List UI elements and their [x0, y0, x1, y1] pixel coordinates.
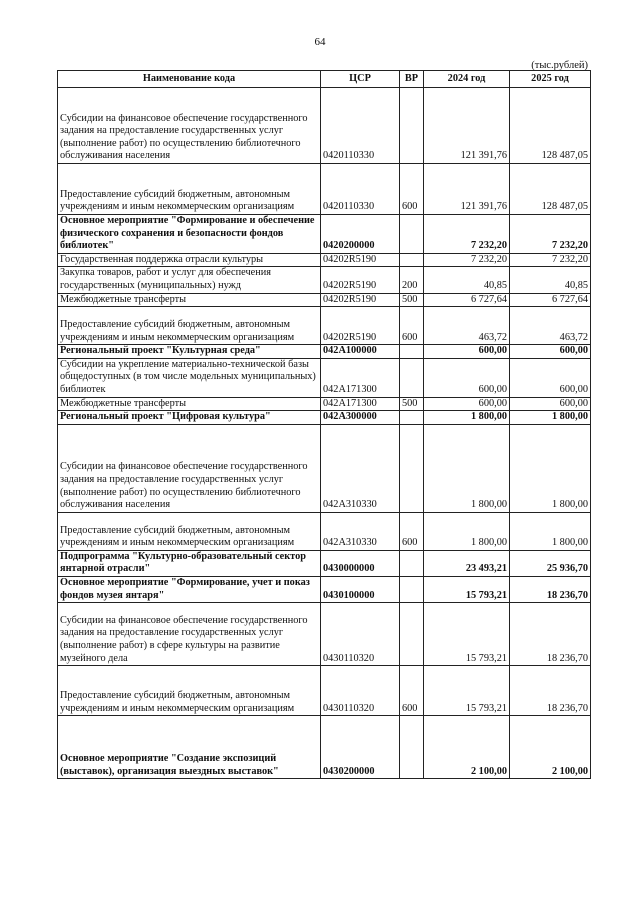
row-vr: 500: [400, 397, 424, 411]
table-header-row: [58, 71, 591, 88]
row-2024: 40,85: [424, 267, 510, 293]
row-csr: 0430000000: [321, 550, 400, 576]
row-2024: 600,00: [424, 397, 510, 411]
row-name: Субсидии на финансовое обеспечение государственного задания на предоставление государственных услуг (выполнение работ) в сфере культуры на развитие музейного дела: [58, 603, 321, 666]
table-row: [58, 293, 591, 307]
row-csr: 042A310330: [321, 424, 400, 512]
row-csr: 0430100000: [321, 576, 400, 602]
table-row: [58, 576, 591, 602]
header-2024: 2024 год: [424, 71, 510, 88]
row-2024: 6 727,64: [424, 293, 510, 307]
units-label: (тыс.рублей): [531, 60, 588, 71]
row-2025: 128 487,05: [510, 164, 591, 215]
row-vr: 600: [400, 164, 424, 215]
row-2025: 600,00: [510, 345, 591, 359]
row-2025: 40,85: [510, 267, 591, 293]
row-name: Основное мероприятие "Формирование и обеспечение физического сохранения и безопасности фондов библиотек": [58, 215, 321, 254]
budget-table: [57, 70, 591, 779]
table-row: [58, 358, 591, 397]
row-csr: 042A171300: [321, 397, 400, 411]
row-name: Субсидии на финансовое обеспечение государственного задания на предоставление государственных услуг (выполнение работ) по осуществлению библиотечного обслуживания населения: [58, 88, 321, 164]
row-csr: 04202R5190: [321, 293, 400, 307]
table-row: [58, 512, 591, 550]
table-row: [58, 411, 591, 425]
row-csr: 0430110320: [321, 666, 400, 716]
row-vr: [400, 424, 424, 512]
row-csr: 042A171300: [321, 358, 400, 397]
row-2024: 7 232,20: [424, 215, 510, 254]
row-csr: 0430200000: [321, 716, 400, 779]
row-2025: 18 236,70: [510, 603, 591, 666]
header-2025: 2025 год: [510, 71, 591, 88]
row-2025: 18 236,70: [510, 666, 591, 716]
row-vr: [400, 215, 424, 254]
header-vr: ВР: [400, 71, 424, 88]
row-2025: 7 232,20: [510, 253, 591, 267]
row-vr: [400, 603, 424, 666]
row-csr: 04202R5190: [321, 307, 400, 345]
row-2024: 121 391,76: [424, 164, 510, 215]
row-vr: 200: [400, 267, 424, 293]
row-vr: 600: [400, 512, 424, 550]
row-2024: 15 793,21: [424, 603, 510, 666]
row-name: Субсидии на финансовое обеспечение государственного задания на предоставление государственных услуг (выполнение работ) по осуществлению библиотечного обслуживания населения: [58, 424, 321, 512]
row-csr: 042A310330: [321, 512, 400, 550]
row-2025: 1 800,00: [510, 424, 591, 512]
row-name: Предоставление субсидий бюджетным, автономным учреждениям и иным некоммерческим организациям: [58, 307, 321, 345]
row-2024: 23 493,21: [424, 550, 510, 576]
row-name: Основное мероприятие "Создание экспозиций (выставок), организация выездных выставок": [58, 716, 321, 779]
row-csr: 0420110330: [321, 164, 400, 215]
table-row: [58, 345, 591, 359]
row-name: Подпрограмма "Культурно-образовательный сектор янтарной отрасли": [58, 550, 321, 576]
table-row: [58, 253, 591, 267]
row-vr: [400, 358, 424, 397]
row-name: Региональный проект "Культурная среда": [58, 345, 321, 359]
row-2025: 463,72: [510, 307, 591, 345]
row-name: Субсидии на укрепление материально-технической базы общедоступных (в том числе модельных муниципальных) библиотек: [58, 358, 321, 397]
row-vr: 600: [400, 307, 424, 345]
table-row: [58, 164, 591, 215]
row-name: Государственная поддержка отрасли культуры: [58, 253, 321, 267]
row-2024: 15 793,21: [424, 666, 510, 716]
row-name: Предоставление субсидий бюджетным, автономным учреждениям и иным некоммерческим организациям: [58, 164, 321, 215]
row-2024: 600,00: [424, 358, 510, 397]
header-csr: ЦСР: [321, 71, 400, 88]
row-2025: 25 936,70: [510, 550, 591, 576]
row-vr: [400, 253, 424, 267]
row-csr: 042A100000: [321, 345, 400, 359]
header-name: Наименование кода: [58, 71, 321, 88]
row-vr: [400, 550, 424, 576]
row-2024: 1 800,00: [424, 411, 510, 425]
row-2024: 1 800,00: [424, 512, 510, 550]
table-row: [58, 550, 591, 576]
table-row: [58, 307, 591, 345]
row-2024: 1 800,00: [424, 424, 510, 512]
row-2025: 7 232,20: [510, 215, 591, 254]
row-vr: 500: [400, 293, 424, 307]
table-row: [58, 88, 591, 164]
row-vr: [400, 345, 424, 359]
row-name: Предоставление субсидий бюджетным, автономным учреждениям и иным некоммерческим организациям: [58, 666, 321, 716]
row-2025: 600,00: [510, 397, 591, 411]
row-csr: 042A300000: [321, 411, 400, 425]
row-csr: 04202R5190: [321, 253, 400, 267]
row-name: Межбюджетные трансферты: [58, 293, 321, 307]
row-vr: [400, 576, 424, 602]
row-2024: 600,00: [424, 345, 510, 359]
row-2024: 15 793,21: [424, 576, 510, 602]
row-2025: 2 100,00: [510, 716, 591, 779]
row-name: Закупка товаров, работ и услуг для обеспечения государственных (муниципальных) нужд: [58, 267, 321, 293]
row-name: Основное мероприятие "Формирование, учет и показ фондов музея янтаря": [58, 576, 321, 602]
row-csr: 0430110320: [321, 603, 400, 666]
row-2025: 1 800,00: [510, 512, 591, 550]
row-csr: 0420200000: [321, 215, 400, 254]
row-vr: 600: [400, 666, 424, 716]
row-2025: 128 487,05: [510, 88, 591, 164]
row-name: Предоставление субсидий бюджетным, автономным учреждениям и иным некоммерческим организациям: [58, 512, 321, 550]
row-2025: 600,00: [510, 358, 591, 397]
row-vr: [400, 716, 424, 779]
row-2025: 6 727,64: [510, 293, 591, 307]
row-2024: 7 232,20: [424, 253, 510, 267]
page-number: 64: [314, 36, 326, 48]
table-row: [58, 267, 591, 293]
row-2024: 121 391,76: [424, 88, 510, 164]
table-row: [58, 716, 591, 779]
row-name: Региональный проект "Цифровая культура": [58, 411, 321, 425]
row-2025: 1 800,00: [510, 411, 591, 425]
table-row: [58, 215, 591, 254]
row-2025: 18 236,70: [510, 576, 591, 602]
row-vr: [400, 88, 424, 164]
row-2024: 2 100,00: [424, 716, 510, 779]
table-row: [58, 424, 591, 512]
row-csr: 04202R5190: [321, 267, 400, 293]
row-name: Межбюджетные трансферты: [58, 397, 321, 411]
table-row: [58, 603, 591, 666]
table-row: [58, 666, 591, 716]
row-vr: [400, 411, 424, 425]
row-2024: 463,72: [424, 307, 510, 345]
row-csr: 0420110330: [321, 88, 400, 164]
table-row: [58, 397, 591, 411]
